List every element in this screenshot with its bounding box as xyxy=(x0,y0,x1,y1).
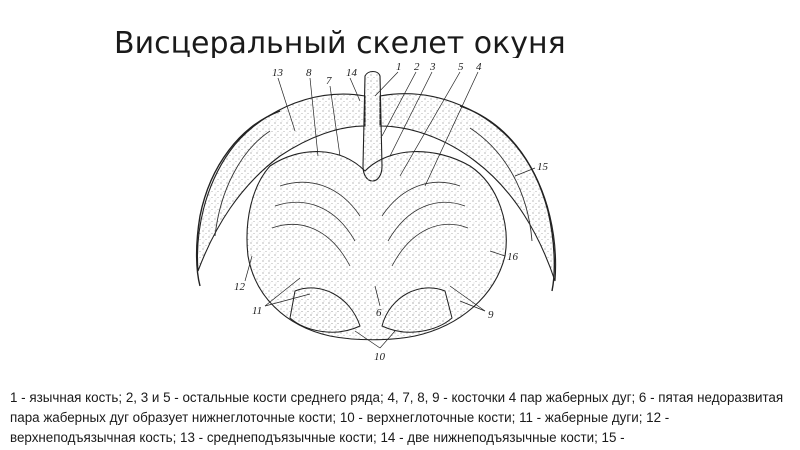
callout-14: 14 xyxy=(346,67,357,79)
callout-10: 10 xyxy=(374,351,385,363)
callout-3: 3 xyxy=(430,61,436,73)
figure-caption: 1 - язычная кость; 2, 3 и 5 - остальные кости среднего ряда; 4, 7, 8, 9 - косточки 4 пар жаберных дуг; 6 - пятая недоразвитая пара жаберных дуг образует нижнеглоточные кости; 10 - верхнеглоточные кости; 11 - жаберные дуги; 12 - верхнеподъязычная кость; 13 - среднеподъязычные кости; 14 - две нижнеподъязычные кости; 15 - xyxy=(10,390,784,445)
callout-15: 15 xyxy=(537,161,548,173)
callout-7: 7 xyxy=(326,75,332,87)
callout-5: 5 xyxy=(458,61,464,73)
callout-4: 4 xyxy=(476,61,482,73)
callout-9: 9 xyxy=(488,309,494,321)
callout-13: 13 xyxy=(272,67,283,79)
skeleton-illustration xyxy=(160,56,580,366)
callout-1: 1 xyxy=(396,61,402,73)
callout-16: 16 xyxy=(507,251,518,263)
skeleton-drawing xyxy=(160,56,580,366)
callout-6: 6 xyxy=(376,307,382,319)
callout-11: 11 xyxy=(252,305,263,317)
callout-2: 2 xyxy=(414,61,420,73)
slide-title: Висцеральный скелет окуня xyxy=(114,26,566,58)
callout-8: 8 xyxy=(306,67,312,79)
callout-12: 12 xyxy=(234,281,245,293)
